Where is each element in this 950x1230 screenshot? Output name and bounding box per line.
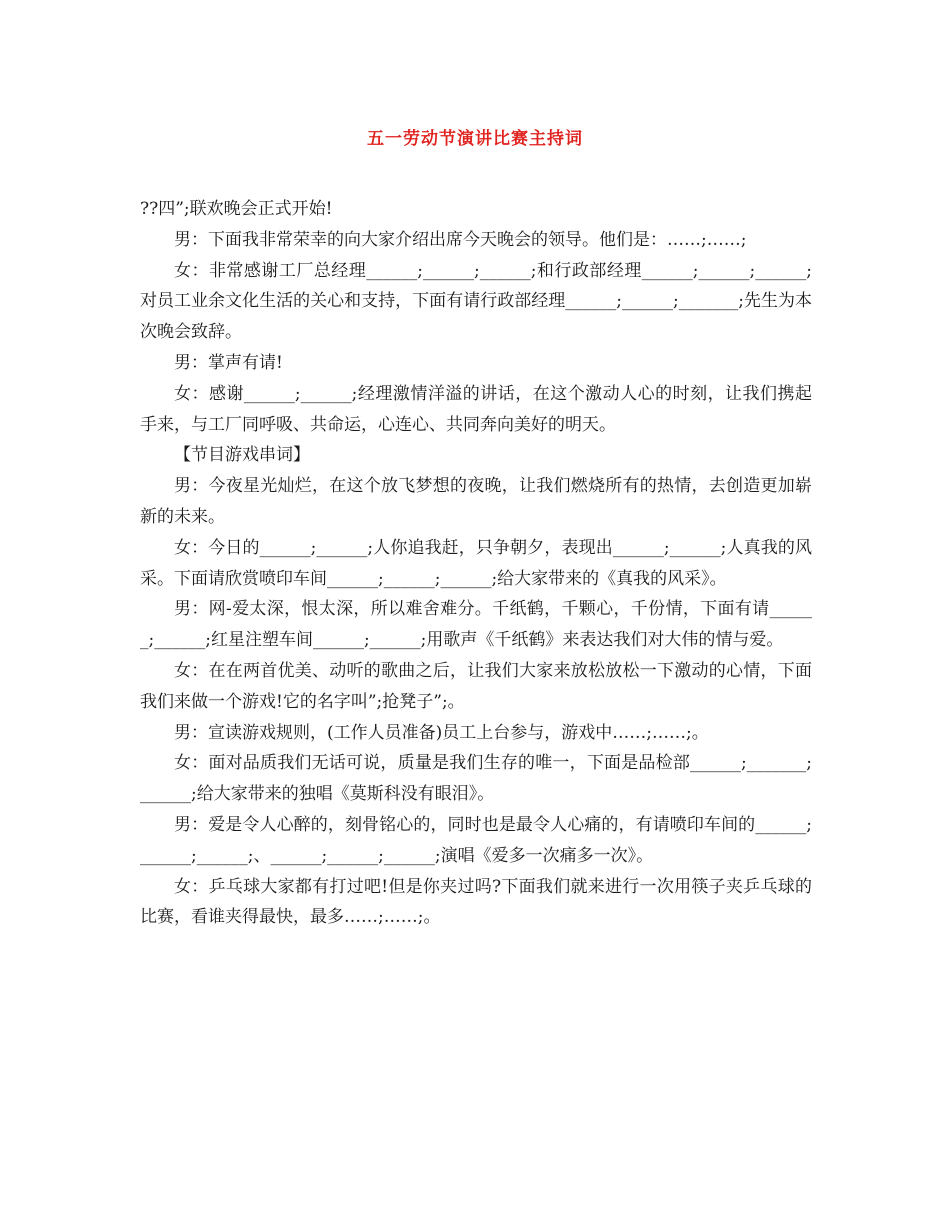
paragraph: 女：在在两首优美、动听的歌曲之后，让我们大家来放松放松一下激动的心情，下面我们来做一个游戏!它的名字叫”;抢凳子”;。 [140,660,812,712]
paragraph: 男：爱是令人心醉的，刻骨铭心的，同时也是最令人心痛的，有请喷印车间的______;______;______;、______;______;______;演唱《爱多一次痛多一次》。 [140,814,812,866]
paragraph: ??四”;联欢晚会正式开始! [140,199,333,219]
paragraph: 男：下面我非常荣幸的向大家介绍出席今天晚会的领导。他们是：……;……; [174,229,747,250]
paragraph: 女：乒乓球大家都有打过吧!但是你夹过吗?下面我们就来进行一次用筷子夹乒乓球的比赛，看谁夹得最快，最多……;……;。 [140,876,812,928]
paragraph: 女：面对品质我们无话可说，质量是我们生存的唯一，下面是品检部______;_______;______;给大家带来的独唱《莫斯科没有眼泪》。 [140,753,812,805]
paragraph: 男：今夜星光灿烂，在这个放飞梦想的夜晚，让我们燃烧所有的热情，去创造更加崭新的未来。 [140,476,812,527]
paragraph: 女：今日的______;______;人你追我赶，只争朝夕，表现出______;______;人真我的风采。下面请欣赏喷印车间______;______;______;给大家带来的《真我的风采》。 [140,537,812,589]
paragraph: 【节目游戏串词】 [174,445,310,466]
paragraph: 女：感谢______;______;经理激情洋溢的讲话，在这个激动人心的时刻，让我们携起手来，与工厂同呼吸、共命运，心连心、共同奔向美好的明天。 [140,383,812,435]
paragraph: 男：宣读游戏规则，(工作人员准备)员工上台参与，游戏中……;……;。 [174,722,709,743]
document-title: 五一劳动节演讲比赛主持词 [367,129,583,149]
paragraph: 男：掌声有请! [174,352,283,373]
paragraph: 女：非常感谢工厂总经理______;______;______;和行政部经理______;______;______;对员工业余文化生活的关心和支持，下面有请行政部经理______;______;_______;先生为本次晚会致辞。 [140,260,812,343]
paragraph: 男：网-爱太深，恨太深，所以难舍难分。千纸鹤，千颗心，千份情，下面有请______;______;红星注塑车间______;______;用歌声《千纸鹤》来表达我们对大伟的情与爱。 [140,599,812,651]
document-body [140,194,812,933]
